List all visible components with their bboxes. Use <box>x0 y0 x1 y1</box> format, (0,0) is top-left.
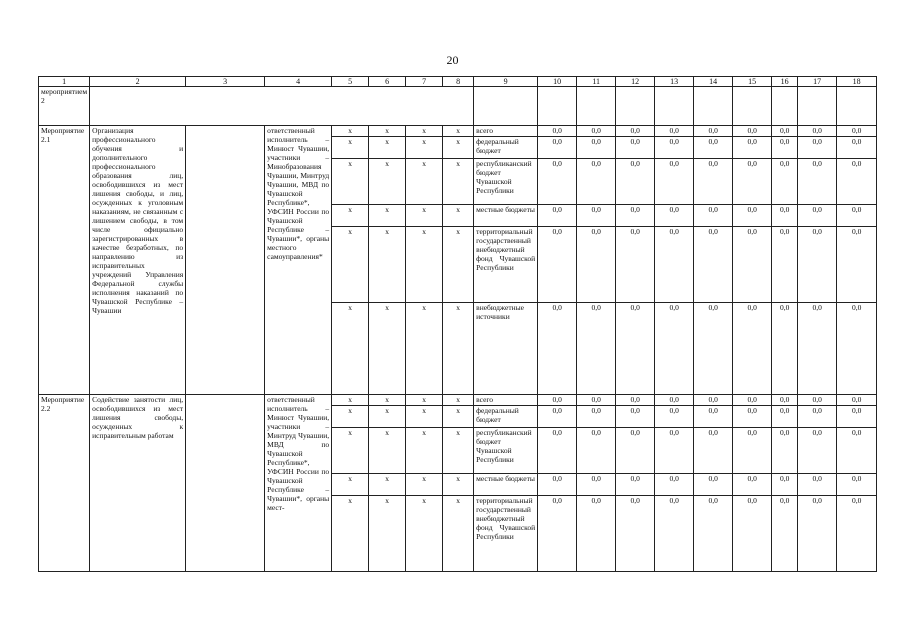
year-value: 0,0 <box>616 227 655 303</box>
year-value: 0,0 <box>694 159 733 205</box>
code-mark: x <box>332 474 369 496</box>
column-number: 15 <box>733 77 772 87</box>
code-mark: x <box>443 428 474 474</box>
year-value: 0,0 <box>733 205 772 227</box>
continuation-cell <box>772 87 798 126</box>
year-value: 0,0 <box>733 428 772 474</box>
column-number-row <box>39 77 877 87</box>
year-value: 0,0 <box>733 474 772 496</box>
year-value: 0,0 <box>616 395 655 406</box>
year-value: 0,0 <box>538 227 577 303</box>
column-number: 1 <box>39 77 90 87</box>
year-value: 0,0 <box>655 137 694 159</box>
code-mark: x <box>332 428 369 474</box>
code-mark: x <box>332 159 369 205</box>
year-value: 0,0 <box>655 496 694 572</box>
year-value: 0,0 <box>837 205 877 227</box>
year-value: 0,0 <box>837 137 877 159</box>
funding-source: всего <box>474 126 538 137</box>
year-value: 0,0 <box>772 159 798 205</box>
column-number: 6 <box>369 77 406 87</box>
year-value: 0,0 <box>733 406 772 428</box>
column-number: 3 <box>186 77 265 87</box>
year-value: 0,0 <box>772 205 798 227</box>
column-3-empty <box>186 126 265 395</box>
year-value: 0,0 <box>798 126 837 137</box>
funding-source: территориальный государственный внебюджетный фонд Чувашской Республики <box>474 227 538 303</box>
program-table <box>38 76 877 572</box>
code-mark: x <box>369 137 406 159</box>
code-mark: x <box>406 303 443 395</box>
continuation-cell <box>616 87 655 126</box>
code-mark: x <box>406 159 443 205</box>
year-value: 0,0 <box>772 126 798 137</box>
activity-code: Мероприятие 2.2 <box>39 395 90 572</box>
continuation-cell <box>577 87 616 126</box>
year-value: 0,0 <box>538 205 577 227</box>
code-mark: x <box>369 303 406 395</box>
year-value: 0,0 <box>837 428 877 474</box>
year-value: 0,0 <box>655 428 694 474</box>
continuation-row <box>39 87 877 126</box>
code-mark: x <box>443 205 474 227</box>
code-mark: x <box>406 474 443 496</box>
year-value: 0,0 <box>577 205 616 227</box>
year-value: 0,0 <box>772 303 798 395</box>
code-mark: x <box>443 474 474 496</box>
year-value: 0,0 <box>694 474 733 496</box>
year-value: 0,0 <box>772 227 798 303</box>
year-value: 0,0 <box>538 496 577 572</box>
year-value: 0,0 <box>577 406 616 428</box>
year-value: 0,0 <box>733 496 772 572</box>
year-value: 0,0 <box>655 303 694 395</box>
code-mark: x <box>406 126 443 137</box>
code-mark: x <box>443 303 474 395</box>
year-value: 0,0 <box>577 428 616 474</box>
year-value: 0,0 <box>655 126 694 137</box>
code-mark: x <box>406 496 443 572</box>
year-value: 0,0 <box>694 205 733 227</box>
code-mark: x <box>369 205 406 227</box>
code-mark: x <box>332 227 369 303</box>
year-value: 0,0 <box>733 395 772 406</box>
column-number: 9 <box>474 77 538 87</box>
year-value: 0,0 <box>577 126 616 137</box>
year-value: 0,0 <box>694 227 733 303</box>
year-value: 0,0 <box>616 496 655 572</box>
year-value: 0,0 <box>798 395 837 406</box>
year-value: 0,0 <box>798 227 837 303</box>
responsible-executor: ответственный исполнитель – Минюст Чувашии, участники – Минтруд Чувашии, МВД по Чувашской Республике*, УФСИН России по Чувашской Республике – Чувашии*, органы мест- <box>265 395 332 572</box>
activity-name: Содействие занятости лиц, освободившихся из мест лишения свободы, осужденных к исправительным работам <box>90 395 186 572</box>
year-value: 0,0 <box>798 496 837 572</box>
funding-row <box>39 395 877 406</box>
year-value: 0,0 <box>694 406 733 428</box>
column-number: 14 <box>694 77 733 87</box>
year-value: 0,0 <box>733 126 772 137</box>
code-mark: x <box>443 159 474 205</box>
year-value: 0,0 <box>837 303 877 395</box>
year-value: 0,0 <box>577 496 616 572</box>
funding-source: республиканский бюджет Чувашской Республики <box>474 428 538 474</box>
year-value: 0,0 <box>616 474 655 496</box>
year-value: 0,0 <box>837 474 877 496</box>
year-value: 0,0 <box>577 474 616 496</box>
funding-row <box>39 126 877 137</box>
code-mark: x <box>369 159 406 205</box>
funding-source: местные бюджеты <box>474 474 538 496</box>
code-mark: x <box>369 395 406 406</box>
year-value: 0,0 <box>616 205 655 227</box>
year-value: 0,0 <box>616 303 655 395</box>
continuation-cell <box>837 87 877 126</box>
year-value: 0,0 <box>798 159 837 205</box>
year-value: 0,0 <box>538 395 577 406</box>
column-number: 2 <box>90 77 186 87</box>
code-mark: x <box>369 227 406 303</box>
year-value: 0,0 <box>538 137 577 159</box>
code-mark: x <box>443 496 474 572</box>
funding-source: федеральный бюджет <box>474 406 538 428</box>
year-value: 0,0 <box>655 474 694 496</box>
year-value: 0,0 <box>577 227 616 303</box>
year-value: 0,0 <box>772 395 798 406</box>
code-mark: x <box>332 496 369 572</box>
code-mark: x <box>332 126 369 137</box>
column-3-empty <box>186 395 265 572</box>
column-number: 4 <box>265 77 332 87</box>
continuation-empty <box>90 87 474 126</box>
code-mark: x <box>406 227 443 303</box>
year-value: 0,0 <box>538 126 577 137</box>
code-mark: x <box>369 496 406 572</box>
code-mark: x <box>443 126 474 137</box>
year-value: 0,0 <box>616 137 655 159</box>
continuation-cell <box>798 87 837 126</box>
code-mark: x <box>369 126 406 137</box>
year-value: 0,0 <box>772 496 798 572</box>
funding-source: федеральный бюджет <box>474 137 538 159</box>
column-number: 7 <box>406 77 443 87</box>
responsible-executor: ответственный исполнитель – Минюст Чувашии, участники – Минобразования Чувашии, Минтруд Чувашии, МВД по Чувашской Республике*, УФСИН России по Чувашской Республике – Чувашии*, органы местного самоуправления* <box>265 126 332 395</box>
year-value: 0,0 <box>655 406 694 428</box>
funding-source: республиканский бюджет Чувашской Республики <box>474 159 538 205</box>
year-value: 0,0 <box>538 159 577 205</box>
year-value: 0,0 <box>616 406 655 428</box>
year-value: 0,0 <box>798 205 837 227</box>
year-value: 0,0 <box>538 303 577 395</box>
code-mark: x <box>406 205 443 227</box>
code-mark: x <box>369 474 406 496</box>
year-value: 0,0 <box>577 137 616 159</box>
funding-source: территориальный государственный внебюджетный фонд Чувашской Республики <box>474 496 538 572</box>
code-mark: x <box>332 303 369 395</box>
code-mark: x <box>406 395 443 406</box>
column-number: 18 <box>837 77 877 87</box>
year-value: 0,0 <box>837 159 877 205</box>
code-mark: x <box>443 406 474 428</box>
code-mark: x <box>406 428 443 474</box>
code-mark: x <box>443 395 474 406</box>
year-value: 0,0 <box>772 428 798 474</box>
year-value: 0,0 <box>798 137 837 159</box>
continuation-source-empty <box>474 87 538 126</box>
column-number: 12 <box>616 77 655 87</box>
page-number: 20 <box>446 53 459 67</box>
year-value: 0,0 <box>772 474 798 496</box>
year-value: 0,0 <box>694 137 733 159</box>
year-value: 0,0 <box>694 303 733 395</box>
year-value: 0,0 <box>733 227 772 303</box>
funding-source: местные бюджеты <box>474 205 538 227</box>
year-value: 0,0 <box>655 205 694 227</box>
code-mark: x <box>332 137 369 159</box>
year-value: 0,0 <box>772 137 798 159</box>
code-mark: x <box>332 406 369 428</box>
year-value: 0,0 <box>577 395 616 406</box>
code-mark: x <box>369 406 406 428</box>
funding-source: всего <box>474 395 538 406</box>
year-value: 0,0 <box>694 496 733 572</box>
continuation-cell <box>694 87 733 126</box>
code-mark: x <box>443 227 474 303</box>
year-value: 0,0 <box>837 496 877 572</box>
year-value: 0,0 <box>655 395 694 406</box>
funding-source: внебюджетные источники <box>474 303 538 395</box>
column-number: 8 <box>443 77 474 87</box>
year-value: 0,0 <box>798 474 837 496</box>
continuation-cell <box>733 87 772 126</box>
code-mark: x <box>406 137 443 159</box>
year-value: 0,0 <box>694 428 733 474</box>
year-value: 0,0 <box>798 406 837 428</box>
year-value: 0,0 <box>655 159 694 205</box>
column-number: 10 <box>538 77 577 87</box>
code-mark: x <box>332 395 369 406</box>
activity-code: Мероприятие 2.1 <box>39 126 90 395</box>
column-number: 17 <box>798 77 837 87</box>
continuation-label: мероприятием 2 <box>39 87 90 126</box>
year-value: 0,0 <box>538 428 577 474</box>
code-mark: x <box>332 205 369 227</box>
year-value: 0,0 <box>616 126 655 137</box>
year-value: 0,0 <box>798 303 837 395</box>
year-value: 0,0 <box>798 428 837 474</box>
year-value: 0,0 <box>655 227 694 303</box>
code-mark: x <box>369 428 406 474</box>
year-value: 0,0 <box>837 126 877 137</box>
year-value: 0,0 <box>733 137 772 159</box>
year-value: 0,0 <box>837 227 877 303</box>
column-number: 16 <box>772 77 798 87</box>
code-mark: x <box>443 137 474 159</box>
year-value: 0,0 <box>772 406 798 428</box>
year-value: 0,0 <box>616 428 655 474</box>
year-value: 0,0 <box>837 406 877 428</box>
year-value: 0,0 <box>733 159 772 205</box>
column-number: 13 <box>655 77 694 87</box>
continuation-cell <box>538 87 577 126</box>
year-value: 0,0 <box>733 303 772 395</box>
year-value: 0,0 <box>577 159 616 205</box>
column-number: 11 <box>577 77 616 87</box>
year-value: 0,0 <box>577 303 616 395</box>
year-value: 0,0 <box>538 474 577 496</box>
year-value: 0,0 <box>694 126 733 137</box>
year-value: 0,0 <box>616 159 655 205</box>
year-value: 0,0 <box>538 406 577 428</box>
year-value: 0,0 <box>694 395 733 406</box>
continuation-cell <box>655 87 694 126</box>
year-value: 0,0 <box>837 395 877 406</box>
activity-name: Организация профессионального обучения и дополнительного профессионального образования лиц, освободившихся из мест лишения свободы, и лиц, осужденных к уголовным наказаниям, не связанным с лишением свободы, в том числе официально зарегистрированных в качестве безработных, по направлению из исправительных учреждений Управления Федеральной службы исполнения наказаний по Чувашской Республике – Чувашии <box>90 126 186 395</box>
code-mark: x <box>406 406 443 428</box>
column-number: 5 <box>332 77 369 87</box>
